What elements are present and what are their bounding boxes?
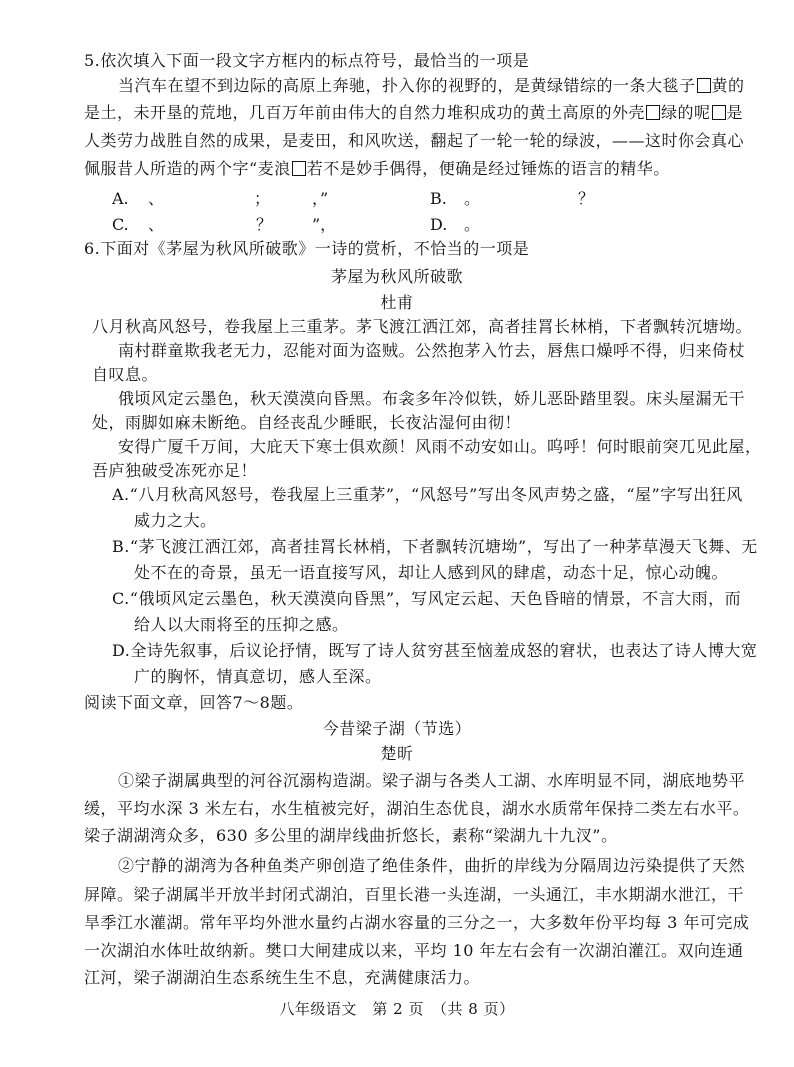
- poem-line: 吾庐独破受冻死亦足！: [92, 461, 258, 480]
- q6-option-d-cont: 广的胸怀，情真意切，感人至深。: [134, 667, 382, 686]
- paragraph-line: 旱季江水灌湖。常年平均外泄水量约占湖水容量的三分之一，大多数年份平均每 3 年可完成: [84, 913, 750, 932]
- blank-box: [292, 161, 306, 176]
- q5-passage-line-4: 佩服昔人所造的两个字“麦浪 若不是妙手偶得，便确是经过锤炼的语言的精华。: [84, 159, 670, 178]
- blank-box: [697, 78, 711, 93]
- q5-passage-line-3: 人类劳力战胜自然的成果，是麦田，和风吹送，翻起了一轮一轮的绿波，——这时你会真心: [84, 131, 745, 150]
- paragraph-line: 屏障。梁子湖属半开放半封闭式湖泊，百里长港一头连湖，一头通江，丰水期湖水泄江，干: [84, 885, 745, 904]
- blank-box: [712, 105, 726, 120]
- paragraph-line: 一次湖泊水体吐故纳新。樊口大闸建成以来，平均 10 年左右会有一次湖泊灌江。双向连通: [84, 941, 744, 960]
- q6-option-c-cont: 给人以大雨将至的压抑之感。: [134, 615, 349, 634]
- poem-line: 南村群童欺我老无力，忍能对面为盗贼。公然抱茅入竹去，唇焦口燥呼不得，归来倚杖: [118, 341, 746, 360]
- paragraph-line: 梁子湖湖湾众多，630 多公里的湖岸线曲折悠长，素称“梁湖九十九汊”。: [84, 826, 618, 845]
- q5-passage-line-1: 当汽车在望不到边际的高原上奔驰，扑入你的视野的，是黄绿错综的一条大毯子 黄的: [118, 76, 745, 95]
- q5-stem: 5.依次填入下面一段文字方框内的标点符号，最恰当的一项是: [84, 51, 530, 70]
- poem-line: 安得广厦千万间，大庇天下寒士俱欢颜！风雨不动安如山。呜呼！何时眼前突兀见此屋，: [118, 437, 762, 456]
- exam-page: 5.依次填入下面一段文字方框内的标点符号，最恰当的一项是 当汽车在望不到边际的高原上奔驰，扑入你的视野的，是黄绿错综的一条大毯子 黄的 是土，未开垦的荒地，几百万年前由伟大的自然力堆积成功的黄土高原的外壳 绿的呢 是 人类劳力战胜自然的成果，是麦田，和风吹送，翻起了一轮一轮的绿波，——这时你会真心 佩服昔人所造的两个字“麦浪 若不是妙手偶得，便确是经过锤炼的语言的精华。 A. 、 ； ，” B. 。 ？ C. 、 ？ ”， D. 。 6.下面对《茅屋为秋风所破歌》一诗的赏析，不恰当的一项是 茅屋为秋风所破歌 杜甫 八月秋高风怒号，卷我屋上三重茅。茅飞渡江洒江郊，高者挂罥长林梢，下者飘转沉塘坳。 南村群童欺我老无力，忍能对面为盗贼。公然抱茅入竹去，唇焦口燥呼不得，归来倚杖 自叹息。 俄顷风定云墨色，秋天漠漠向昏黑。布衾多年冷似铁，娇儿恶卧踏里裂。床头屋漏无干 处，雨脚如麻未断绝。自经丧乱少睡眠，长夜沾湿何由彻！ 安得广厦千万间，大庇天下寒士俱欢颜！风雨不动安如山。呜呼！何时眼前突兀见此屋， 吾庐独破受冻死亦足！ A.“八月秋高风怒号，卷我屋上三重茅”，“风怒号”写出冬风声势之盛，“屋”字写出狂风 威力之大。 B.“茅飞渡江洒江郊，高者挂罥长林梢，下者飘转沉塘坳”，写出了一种茅草漫天飞舞、无 处不在的奇景，虽无一语直接写风，却让人感到风的肆虐，动态十足，惊心动魄。 C.“俄顷风定云墨色，秋天漠漠向昏黑”，写风定云起、天色昏暗的情景，不言大雨，而 给人以大雨将至的压抑之感。 D.全诗先叙事，后议论抒情，既写了诗人贫穷甚至恼羞成怒的窘状，也表达了诗人博大宽 广的胸怀，情真意切，感人至深。 阅读下面文章，回答7～8题。 今昔梁子湖（节选） 楚昕 ①梁子湖属典型的河谷沉溺构造湖。梁子湖与各类人工湖、水库明显不同，湖底地势平 缓，平均水深 3 米左右，水生植被完好，湖泊生态优良，湖水水质常年保持二类左右水平。 梁子湖湖湾众多，630 多公里的湖岸线曲折悠长，素称“梁湖九十九汊”。 ②宁静的湖湾为各种鱼类产卵创造了绝佳条件，曲折的岸线为分隔周边污染提供了天然 屏障。梁子湖属半开放半封闭式湖泊，百里长港一头连湖，一头通江，丰水期湖水泄江，干 旱季江水灌湖。常年平均外泄水量约占湖水容量的三分之一，大多数年份平均每 3 年可完成 一次湖泊水体吐故纳新。樊口大闸建成以来，平均 10 年左右会有一次湖泊灌江。双向连通 江河，梁子湖湖泊生态系统生生不息，充满健康活力。 八年级语文 第 2 页 （共 8 页）: [0, 0, 794, 1067]
- blank-box: [646, 105, 660, 120]
- poem-author: 杜甫: [380, 293, 414, 312]
- q6-option-c: C.“俄顷风定云墨色，秋天漠漠向昏黑”，写风定云起、天色昏暗的情景，不言大雨，而: [112, 589, 742, 608]
- q6-option-b-cont: 处不在的奇景，虽无一语直接写风，却让人感到风的肆虐，动态十足，惊心动魄。: [134, 563, 729, 582]
- q6-option-d: D.全诗先叙事，后议论抒情，既写了诗人贫穷甚至恼羞成怒的窘状，也表达了诗人博大宽: [112, 641, 758, 660]
- poem-line: 八月秋高风怒号，卷我屋上三重茅。茅飞渡江洒江郊，高者挂罥长林梢，下者飘转沉塘坳。: [92, 317, 753, 336]
- q5-passage-line-2: 是土，未开垦的荒地，几百万年前由伟大的自然力堆积成功的黄土高原的外壳 绿的呢 是: [84, 103, 744, 122]
- paragraph-line: 江河，梁子湖湖泊生态系统生生不息，充满健康活力。: [84, 968, 481, 987]
- q6-option-a: A.“八月秋高风怒号，卷我屋上三重茅”，“风怒号”写出冬风声势之盛，“屋”字写出狂风: [112, 485, 743, 504]
- paragraph-line: 缓，平均水深 3 米左右，水生植被完好，湖泊生态优良，湖水水质常年保持二类左右水平。: [84, 799, 750, 818]
- poem-line: 俄顷风定云墨色，秋天漠漠向昏黑。布衾多年冷似铁，娇儿恶卧踏里裂。床头屋漏无干: [118, 389, 746, 408]
- paragraph-line: ①梁子湖属典型的河谷沉溺构造湖。梁子湖与各类人工湖、水库明显不同，湖底地势平: [118, 771, 746, 790]
- article-title: 今昔梁子湖（节选）: [322, 719, 472, 738]
- q6-option-a-cont: 威力之大。: [134, 511, 217, 530]
- poem-line: 处，雨脚如麻未断绝。自经丧乱少睡眠，长夜沾湿何由彻！: [92, 413, 522, 432]
- q6-stem: 6.下面对《茅屋为秋风所破歌》一诗的赏析，不恰当的一项是: [84, 239, 530, 258]
- poem-title: 茅屋为秋风所破歌: [330, 267, 463, 286]
- poem-line: 自叹息。: [92, 365, 159, 384]
- paragraph-line: ②宁静的湖湾为各种鱼类产卵创造了绝佳条件，曲折的岸线为分隔周边污染提供了天然: [118, 856, 746, 875]
- article-author: 楚昕: [380, 744, 414, 763]
- reading-instruction: 阅读下面文章，回答7～8题。: [84, 693, 304, 712]
- q6-option-b: B.“茅飞渡江洒江郊，高者挂罥长林梢，下者飘转沉塘坳”，写出了一种茅草漫天飞舞、无: [112, 537, 758, 556]
- page-footer: 八年级语文 第 2 页 （共 8 页）: [279, 1000, 515, 1018]
